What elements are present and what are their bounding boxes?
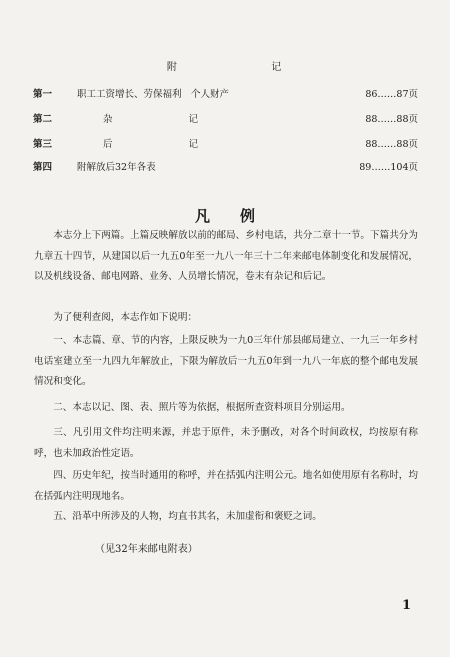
toc-title: 杂 记 xyxy=(103,114,199,125)
paragraph-intro: 本志分上下两篇。上篇反映解放以前的邮局、乡村电话，共分二章十一节。下篇共分为九章五十四节，从建国以后一九五0年至一九八一年三十二年来邮电体制变化和发展情况，以及机线设备、邮电网路、业务、人员增长情况，卷末有杂记和后记。 xyxy=(34,230,418,282)
paragraph-item-2: 二、本志以记、图、表、照片等为依据，根据所查资料项目分别运用。 xyxy=(53,402,351,413)
toc-row-1 xyxy=(33,86,418,100)
toc-pages: 88……88页 xyxy=(365,114,418,125)
toc-title: 职工工资增长、劳保福利 个人财产 xyxy=(77,89,230,100)
toc-number: 第四 xyxy=(33,162,53,173)
toc-number: 第一 xyxy=(33,89,53,100)
toc-row-3 xyxy=(33,136,418,150)
toc-number: 第二 xyxy=(33,114,53,125)
section-heading: 凡例 xyxy=(194,207,285,225)
appendix-title-char-1: 附 xyxy=(166,62,179,73)
toc-row-2 xyxy=(33,111,418,125)
page-number: 1 xyxy=(402,598,412,613)
toc-pages: 86……87页 xyxy=(365,89,418,100)
toc-title: 后 记 xyxy=(103,139,199,150)
paragraph-item-3: 三、凡引用文件均注明来源，并忠于原件，未予删改，对各个时间政权，均按原有称呼，也未加政治性定语。 xyxy=(34,427,418,459)
toc-number: 第三 xyxy=(33,139,53,150)
appendix-title xyxy=(0,58,450,73)
toc-pages: 89……104页 xyxy=(359,162,418,173)
footer-note: （见32年来邮电附表） xyxy=(95,544,198,555)
paragraph-item-4: 四、历史年纪，按当时通用的称呼，并在括弧内注明公元。地名如使用原有名称时，均在括弧内注明现地名。 xyxy=(34,470,418,502)
toc-pages: 88……88页 xyxy=(365,139,418,150)
paragraph-note: 为了便利查阅，本志作如下说明： xyxy=(53,312,198,323)
paragraph-item-1: 一、本志篇、章、节的内容，上限反映为一九0三年什邡县邮局建立、一九三一年乡村电话室建立至一九四九年解放止，下限为解放后一九五0年到一九八一年底的整个邮电发展情况和变化。 xyxy=(34,335,418,387)
appendix-title-char-2: 记 xyxy=(271,62,284,73)
paragraph-item-5: 五、沿革中所涉及的人物，均直书其名，未加虚衔和褒贬之词。 xyxy=(53,511,322,522)
toc-title: 附解放后32年各表 xyxy=(77,162,156,173)
toc-row-4 xyxy=(33,159,418,173)
